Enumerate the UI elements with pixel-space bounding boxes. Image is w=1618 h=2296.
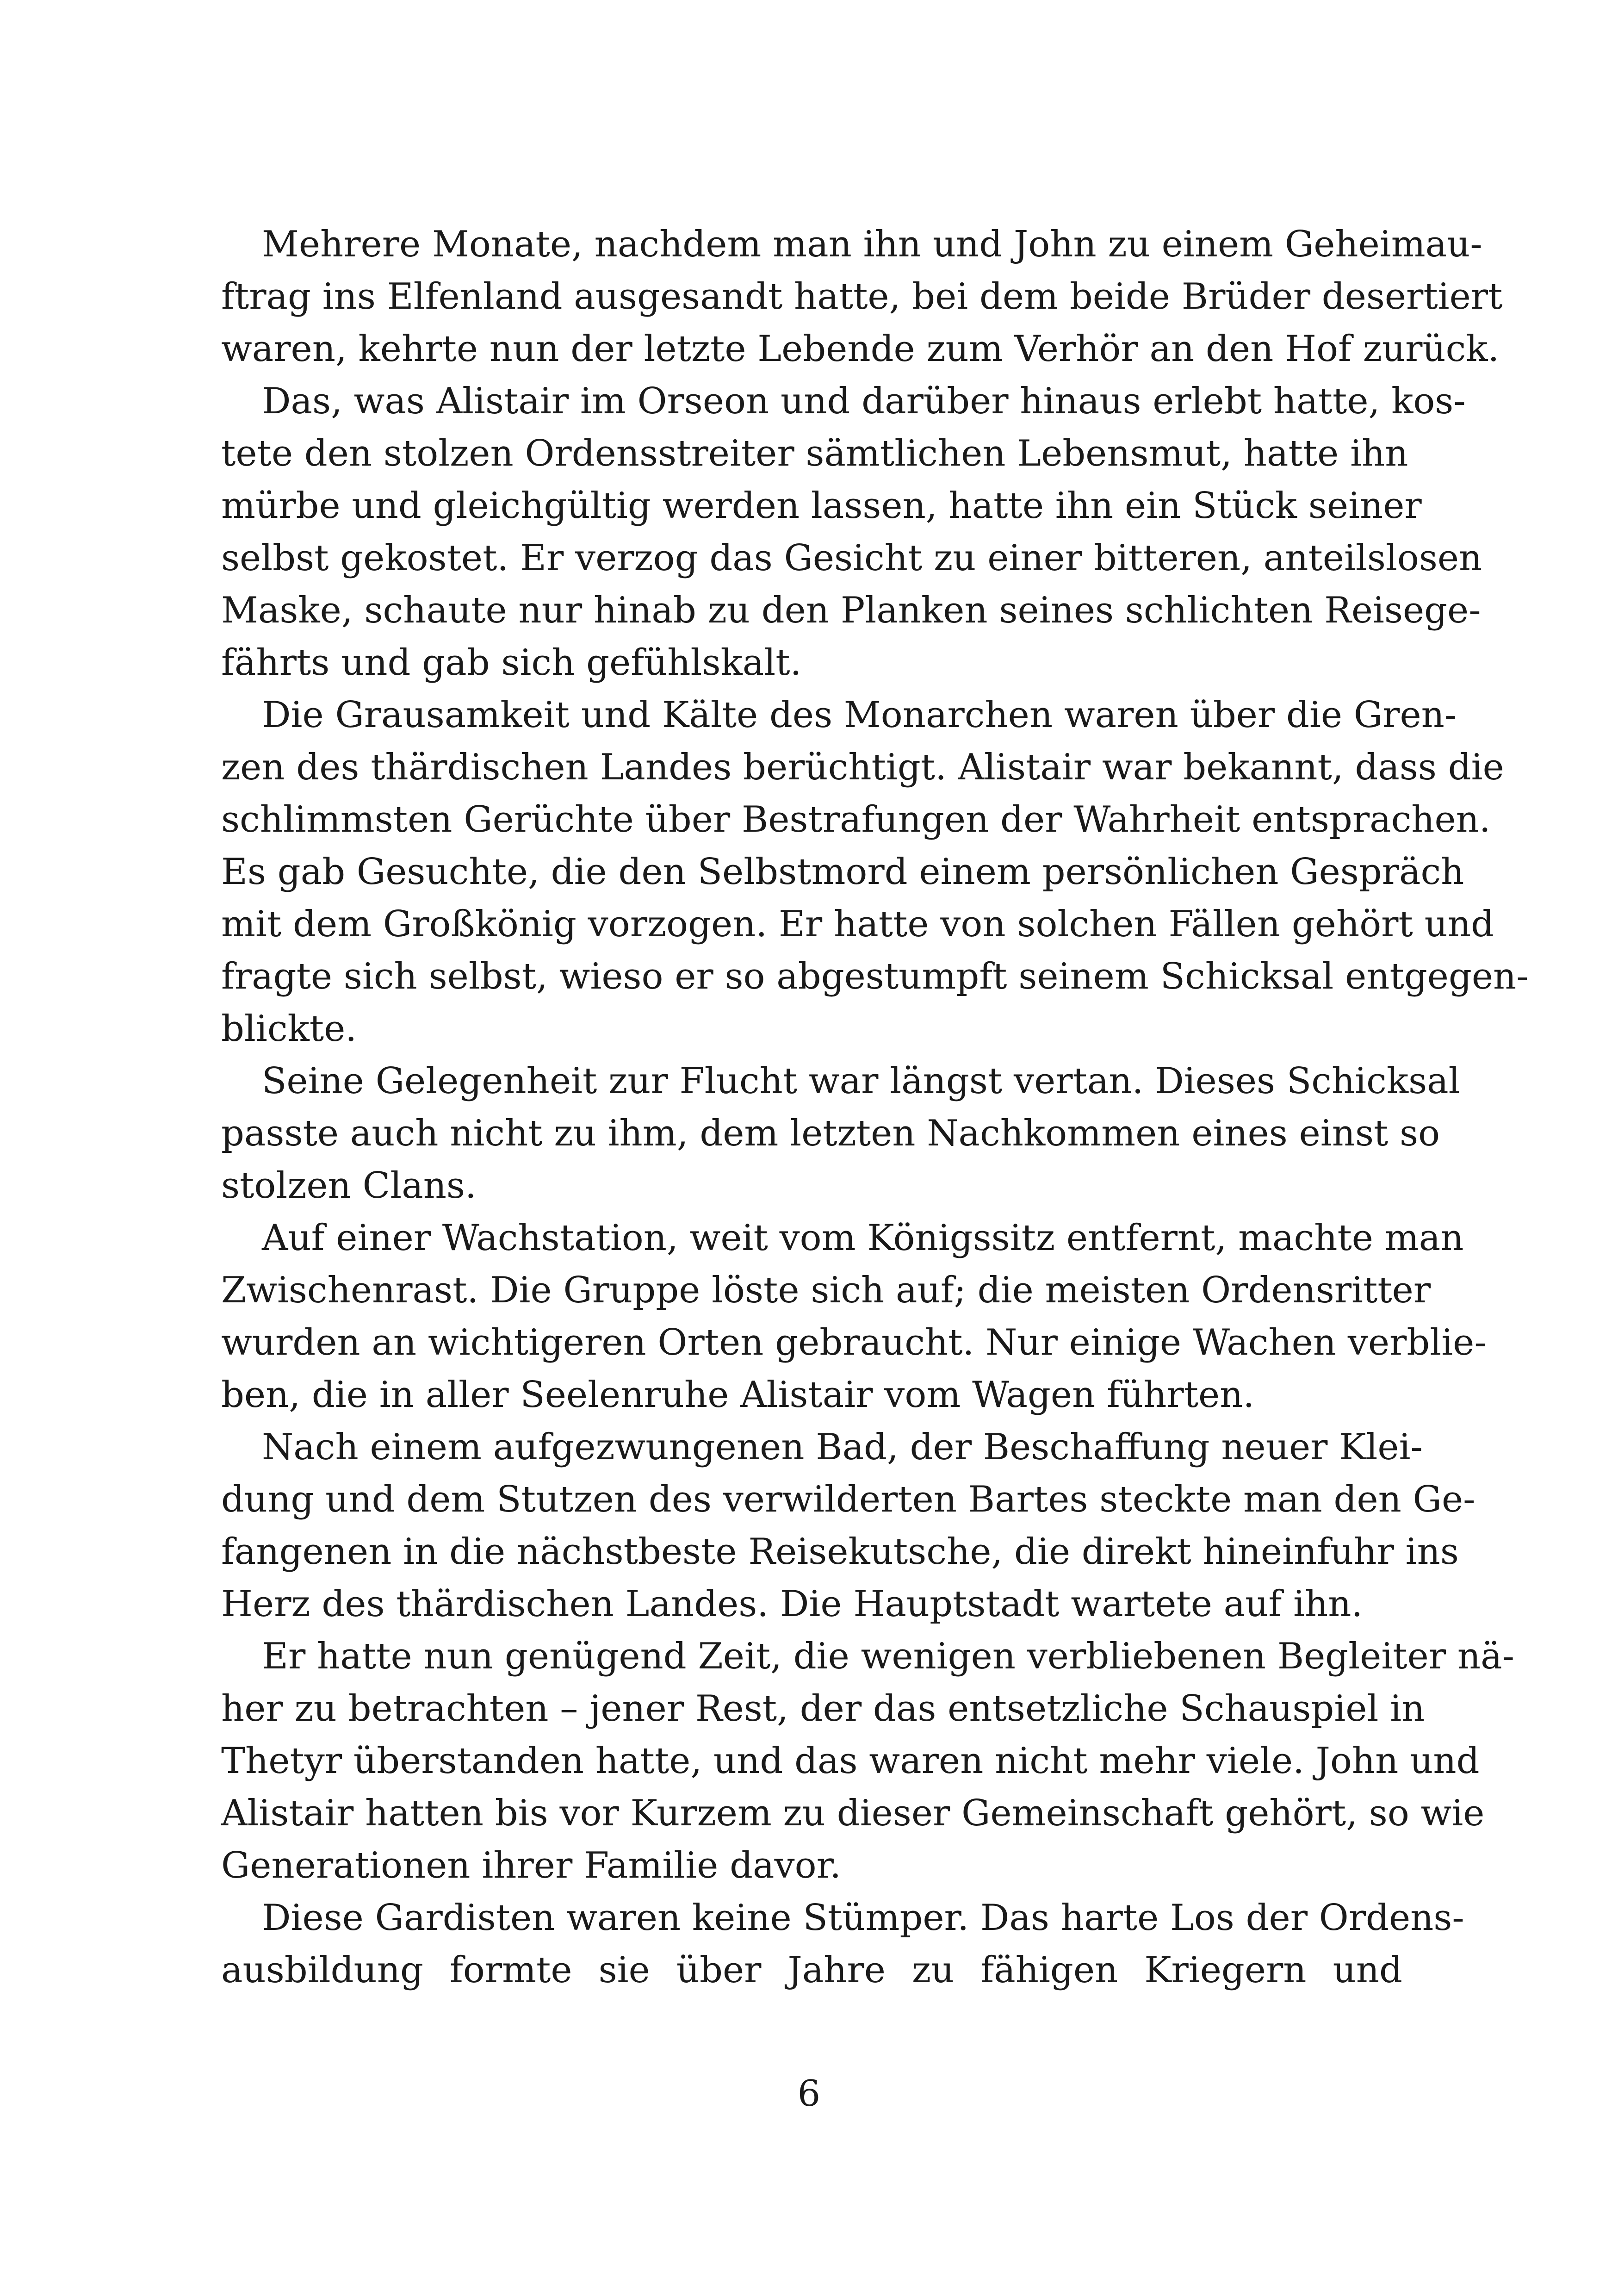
text-line: schlimmsten Gerüchte über Bestrafungen der Wahrheit entsprachen. — [221, 799, 1491, 840]
text-line: passte auch nicht zu ihm, dem letzten Nachkommen eines einst so — [221, 1113, 1440, 1154]
text-line: fangenen in die nächstbeste Reisekutsche, die direkt hineinfuhr ins — [221, 1531, 1459, 1573]
text-line: mürbe und gleichgültig werden lassen, hatte ihn ein Stück seiner — [221, 485, 1422, 527]
page-number: 6 — [797, 2073, 821, 2115]
text-line: Auf einer Wachstation, weit vom Königssitz entfernt, machte man — [262, 1217, 1464, 1259]
text-line: Alistair hatten bis vor Kurzem zu dieser Gemeinschaft gehört, so wie — [221, 1792, 1485, 1834]
text-line: Das, was Alistair im Orseon und darüber hinaus erlebt hatte, kos- — [262, 380, 1466, 422]
text-line: fragte sich selbst, wieso er so abgestumpft seinem Schicksal entgegen- — [221, 956, 1529, 997]
text-line: Thetyr überstanden hatte, und das waren nicht mehr viele. John und — [221, 1740, 1480, 1782]
text-line: her zu betrachten – jener Rest, der das entsetzliche Schauspiel in — [221, 1688, 1425, 1730]
text-line: ben, die in aller Seelenruhe Alistair vom Wagen führten. — [221, 1374, 1255, 1416]
text-line: Diese Gardisten waren keine Stümper. Das harte Los der Ordens- — [262, 1897, 1464, 1939]
text-line: Generationen ihrer Familie davor. — [221, 1845, 842, 1886]
text-line: ausbildung formte sie über Jahre zu fähigen Kriegern und — [221, 1949, 1402, 1991]
paragraph — [221, 689, 1529, 1055]
text-line: selbst gekostet. Er verzog das Gesicht zu einer bitteren, anteilslosen — [221, 537, 1482, 579]
text-line: Es gab Gesuchte, die den Selbstmord einem persönlichen Gespräch — [221, 851, 1464, 893]
text-line: wurden an wichtigeren Orten gebraucht. Nur einige Wachen verblie- — [221, 1322, 1487, 1363]
text-line: ftrag ins Elfenland ausgesandt hatte, bei dem beide Brüder desertiert — [221, 276, 1503, 317]
text-line: mit dem Großkönig vorzogen. Er hatte von solchen Fällen gehört und — [221, 903, 1494, 945]
paragraph — [221, 375, 1482, 689]
text-line: fährts und gab sich gefühlskalt. — [221, 642, 802, 684]
paragraph — [221, 1630, 1514, 1892]
text-line: blickte. — [221, 1008, 357, 1050]
paragraph — [221, 1212, 1487, 1421]
text-line: Maske, schaute nur hinab zu den Planken seines schlichten Reisege- — [221, 590, 1481, 631]
text-line: Zwischenrast. Die Gruppe löste sich auf; die meisten Ordensritter — [221, 1269, 1431, 1311]
text-line: Herz des thärdischen Landes. Die Hauptstadt wartete auf ihn. — [221, 1583, 1363, 1625]
text-line: tete den stolzen Ordensstreiter sämtlichen Lebensmut, hatte ihn — [221, 433, 1408, 474]
text-line: dung und dem Stutzen des verwilderten Bartes steckte man den Ge- — [221, 1479, 1475, 1520]
text-line: Er hatte nun genügend Zeit, die wenigen verbliebenen Begleiter nä- — [262, 1636, 1514, 1677]
text-line: Seine Gelegenheit zur Flucht war längst vertan. Dieses Schicksal — [262, 1060, 1460, 1102]
paragraph — [221, 1421, 1475, 1630]
text-line: Mehrere Monate, nachdem man ihn und John zu einem Geheimau- — [262, 224, 1482, 265]
text-line: stolzen Clans. — [221, 1165, 477, 1207]
text-line: waren, kehrte nun der letzte Lebende zum Verhör an den Hof zurück. — [221, 328, 1500, 370]
paragraph — [221, 1055, 1460, 1212]
text-line: Nach einem aufgezwungenen Bad, der Beschaffung neuer Klei- — [262, 1426, 1423, 1468]
paragraph — [221, 1892, 1464, 1997]
body-text — [221, 218, 1529, 1997]
paragraph — [221, 218, 1503, 375]
text-line: Die Grausamkeit und Kälte des Monarchen waren über die Gren- — [262, 694, 1457, 736]
text-line: zen des thärdischen Landes berüchtigt. Alistair war bekannt, dass die — [221, 747, 1504, 788]
